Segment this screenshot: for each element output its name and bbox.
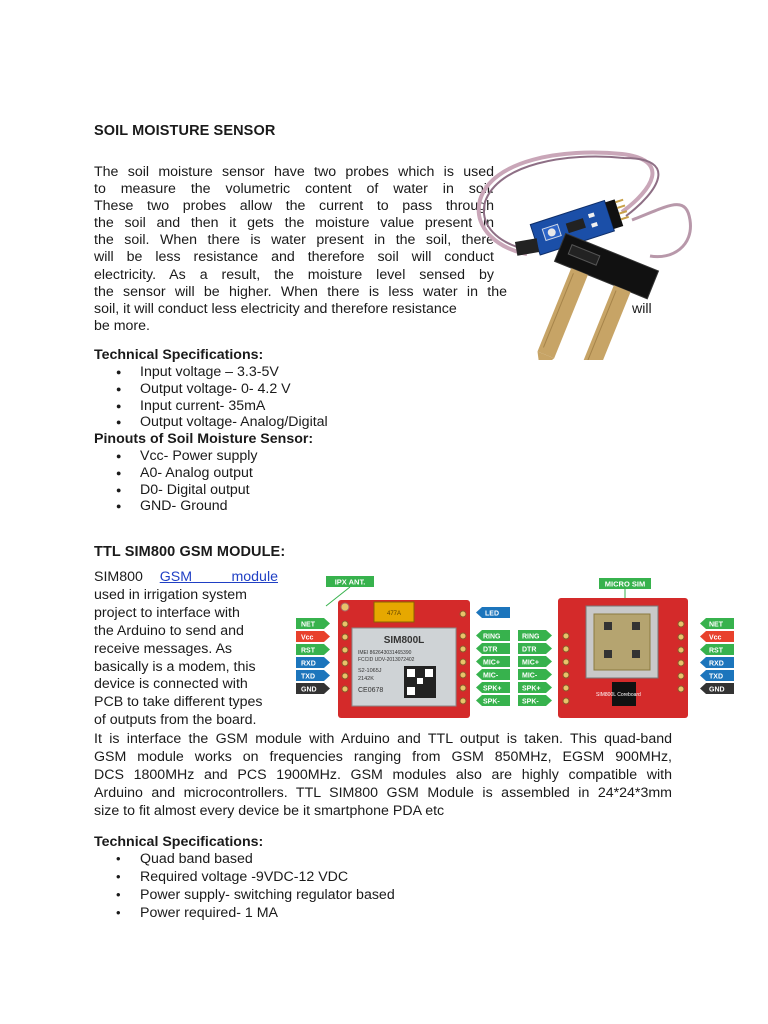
gsm-line-2: GSM module works on frequencies ranging from GSM 850MHz, EGSM 900MHz,	[94, 748, 672, 765]
list-item: • Quad band based	[116, 851, 253, 867]
gsm-tech-heading: Technical Specifications:	[94, 834, 264, 850]
gsm-line-1: It is interface the GSM module with Arduino and TTL output is taken. This quad-band	[94, 731, 672, 747]
gsm-intro	[94, 569, 278, 730]
soil-line-9-tail: will	[632, 300, 652, 317]
svg-text:NET: NET	[709, 621, 723, 629]
list-item: ● Input current- 35mA	[116, 397, 266, 414]
svg-text:MIC-: MIC-	[483, 672, 499, 680]
bullet-icon: ●	[116, 417, 122, 428]
soil-sensor-image	[472, 150, 692, 360]
svg-text:NET: NET	[301, 621, 315, 629]
bullet-icon: •	[116, 868, 121, 884]
soil-line-8: the sensor will be higher. When there is less water in the	[94, 283, 507, 300]
soil-line-7: electricity. As a result, the moisture level sensed by	[94, 266, 494, 283]
middle-pin-labels-right	[518, 630, 552, 706]
soil-pinout-list	[94, 448, 257, 515]
bullet-icon: ●	[116, 501, 122, 512]
svg-text:SIM800L Coreboard: SIM800L Coreboard	[596, 692, 641, 698]
svg-text:RXD: RXD	[301, 660, 316, 668]
svg-text:GND: GND	[709, 686, 725, 694]
gsm-line-4: Arduino and microcontrollers. TTL SIM800 GSM Module is assembled in 24*24*3mm	[94, 784, 672, 801]
svg-text:Vcc: Vcc	[709, 634, 722, 642]
gsm-intro-line-4: the Arduino to send and	[94, 622, 244, 639]
bullet-icon: ●	[116, 367, 122, 377]
svg-text:TXD: TXD	[709, 673, 723, 681]
list-item: ● D0- Digital output	[116, 481, 250, 498]
list-item: ● GND- Ground	[116, 498, 228, 515]
gsm-description	[94, 731, 672, 803]
middle-pin-labels-left	[476, 607, 510, 706]
svg-text:RING: RING	[483, 633, 501, 641]
gsm-module-link[interactable]: GSM module	[159, 569, 278, 585]
soil-pinout-heading: Pinouts of Soil Moisture Sensor:	[94, 431, 314, 447]
soil-line-1: The soil moisture sensor have two probes which is used	[94, 164, 494, 180]
soil-tech-list	[94, 364, 328, 431]
list-item: • Required voltage -9VDC-12 VDC	[116, 868, 349, 885]
soil-line-8-wrap	[94, 284, 507, 301]
soil-line-4: the soil and then it gets the moisture value present in	[94, 215, 494, 232]
svg-text:TXD: TXD	[301, 673, 315, 681]
svg-text:RST: RST	[301, 647, 315, 655]
svg-text:LED: LED	[485, 610, 499, 618]
gsm-intro-line-9: of outputs from the board.	[94, 712, 257, 729]
svg-text:MIC-: MIC-	[522, 672, 538, 680]
list-item: ● Input voltage – 3.3-5V	[116, 364, 279, 380]
gsm-line-5: size to fit almost every device be it smartphone PDA etc	[94, 802, 445, 819]
svg-text:2142K: 2142K	[358, 676, 374, 682]
soil-line-3: These two probes allow the current to pass through	[94, 198, 494, 215]
gsm-intro-line-5: receive messages. As	[94, 640, 232, 657]
bullet-icon: ●	[116, 484, 122, 495]
svg-text:DTR: DTR	[483, 646, 498, 654]
bullet-icon: •	[116, 851, 121, 866]
list-item: ● Output voltage- 0- 4.2 V	[116, 380, 291, 397]
soil-line-2: to measure the volumetric content of water in soil.	[94, 181, 494, 198]
svg-text:RING: RING	[522, 633, 540, 641]
bullet-icon: •	[116, 886, 121, 902]
svg-text:SIM800L: SIM800L	[383, 635, 425, 646]
soil-line-10: be more.	[94, 317, 150, 334]
bullet-icon: ●	[116, 451, 122, 461]
svg-text:SPK+: SPK+	[522, 685, 541, 693]
gsm-intro-line-2: used in irrigation system	[94, 586, 247, 603]
svg-text:S2-1065J: S2-1065J	[358, 668, 382, 674]
bullet-icon: ●	[116, 400, 122, 411]
bullet-icon: •	[116, 904, 121, 920]
svg-text:MIC+: MIC+	[483, 659, 500, 667]
svg-text:SPK-: SPK-	[522, 698, 539, 706]
right-pin-labels	[700, 618, 734, 694]
list-item: • Power supply- switching regulator based	[116, 886, 395, 903]
svg-text:IMEI 862643031465390: IMEI 862643031465390	[358, 650, 412, 656]
svg-text:GND: GND	[301, 686, 317, 694]
soil-line-9: soil, it will conduct less electricity and therefore resistance	[94, 300, 457, 317]
svg-text:Vcc: Vcc	[301, 634, 314, 642]
microsim-label-text: MICRO SIM	[604, 579, 646, 589]
left-pin-labels	[296, 618, 330, 694]
gsm-intro-line-3: project to interface with	[94, 604, 240, 621]
gsm-intro-line-7: device is connected with	[94, 676, 248, 693]
svg-text:FCCID UDV-2013072402: FCCID UDV-2013072402	[358, 657, 415, 663]
svg-text:RXD: RXD	[709, 660, 724, 668]
svg-text:SPK-: SPK-	[483, 698, 500, 706]
svg-text:MIC+: MIC+	[522, 659, 539, 667]
gsm-board-image	[296, 574, 736, 724]
soil-line-5: the soil. When there is water present in the soil, there	[94, 232, 494, 249]
soil-line-6: will be less resistance and therefore soil will conduct	[94, 249, 494, 266]
soil-description	[94, 164, 494, 284]
svg-text:477A: 477A	[386, 611, 402, 617]
svg-text:CE0678: CE0678	[358, 687, 384, 694]
gsm-tech-list	[94, 851, 395, 923]
svg-text:RST: RST	[709, 647, 723, 655]
gsm-intro-line-8: PCB to take different types	[94, 694, 263, 711]
gsm-section-title: TTL SIM800 GSM MODULE:	[94, 544, 286, 560]
bullet-icon: ●	[116, 467, 122, 478]
list-item: ● Output voltage- Analog/Digital	[116, 414, 328, 431]
list-item: ● Vcc- Power supply	[116, 448, 258, 464]
soil-section-title: SOIL MOISTURE SENSOR	[94, 123, 276, 139]
bullet-icon: ●	[116, 383, 122, 394]
list-item: • Power required- 1 MA	[116, 904, 278, 921]
gsm-intro-line-1: SIM800 GSM module	[94, 569, 278, 585]
svg-text:DTR: DTR	[522, 646, 537, 654]
list-item: ● A0- Analog output	[116, 464, 253, 481]
ipx-label-text: IPX ANT.	[334, 577, 366, 587]
soil-tech-heading: Technical Specifications:	[94, 347, 264, 363]
svg-text:SPK+: SPK+	[483, 685, 502, 693]
gsm-line-3: DCS 1800MHz and PCS 1900MHz. GSM modules also are highly compatible with	[94, 766, 672, 783]
gsm-intro-line-6: basically is a modem, this	[94, 658, 256, 675]
